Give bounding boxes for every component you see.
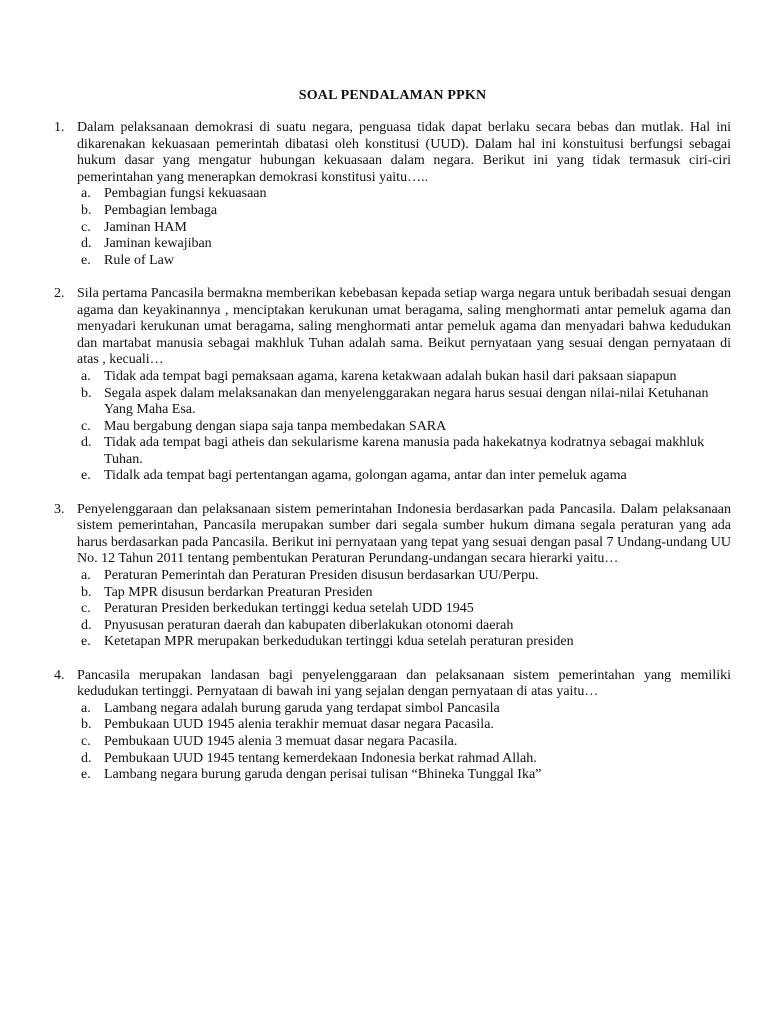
question-body <box>77 120 731 269</box>
answer-option-c <box>77 734 731 751</box>
option-letter: c. <box>81 733 91 749</box>
option-letter: b. <box>81 385 92 401</box>
option-letter: e. <box>81 252 91 268</box>
answer-option-a <box>77 568 731 585</box>
option-letter: d. <box>81 435 92 451</box>
answer-option-b <box>77 386 731 419</box>
option-letter: c. <box>81 601 91 617</box>
option-letter: b. <box>81 584 92 600</box>
option-letter: c. <box>81 219 91 235</box>
answer-options <box>77 568 731 651</box>
option-text: Tap MPR disusun berdarkan Preaturan Presiden <box>104 584 373 600</box>
option-letter: e. <box>81 634 91 650</box>
question-4 <box>54 668 731 784</box>
question-body <box>77 502 731 651</box>
option-text: Ketetapan MPR merupakan berkedudukan tertinggi kdua setelah peraturan presiden <box>104 634 574 650</box>
answer-option-e <box>77 767 731 784</box>
option-letter: c. <box>81 418 91 434</box>
question-1 <box>54 120 731 269</box>
option-letter: a. <box>81 568 91 584</box>
answer-option-b <box>77 717 731 734</box>
answer-option-a <box>77 186 731 203</box>
option-text: Pembukaan UUD 1945 alenia terakhir memuat dasar negara Pacasila. <box>104 717 494 733</box>
question-text: Pancasila merupakan landasan bagi penyelenggaraan dan pelaksanaan sistem pemerintahan yang memiliki kedudukan tertinggi. Pernyataan di bawah ini yang sejalan dengan pernyataan di atas yaitu… <box>77 667 731 700</box>
option-letter: b. <box>81 202 92 218</box>
answer-options <box>77 701 731 784</box>
answer-option-e <box>77 253 731 270</box>
option-letter: d. <box>81 617 92 633</box>
answer-option-c <box>77 601 731 618</box>
question-body <box>77 668 731 784</box>
option-letter: b. <box>81 717 92 733</box>
question-text: Penyelenggaraan dan pelaksanaan sistem pemerintahan Indonesia berdasarkan pada Pancasila. Dalam pelaksanaan sistem pemerintahan, Pancasila merupakan sumber dari segala sumber hukum dimana segala peraturan yang ada harus berdasarkan pada Pancasila. Berikut ini pernyataan yang tepat yang sesuai dengan pasal 7 Undang-undang UU No. 12 Tahun 2011 tentang pembentukan Peraturan Perundang-undangan secara hierarki yaitu… <box>77 501 731 567</box>
option-text: Mau bergabung dengan siapa saja tanpa membedakan SARA <box>104 418 447 434</box>
question-2 <box>54 286 731 485</box>
option-text: Lambang negara adalah burung garuda yang terdapat simbol Pancasila <box>104 700 500 716</box>
page-title: SOAL PENDALAMAN PPKN <box>298 88 487 103</box>
option-text: Peraturan Pemerintah dan Peraturan Presiden disusun berdasarkan UU/Perpu. <box>104 568 539 584</box>
question-3 <box>54 502 731 651</box>
answer-option-e <box>77 468 731 485</box>
option-text: Pembagian lembaga <box>104 202 218 218</box>
question-number: 3. <box>54 501 65 517</box>
option-text: Tidalk ada tempat bagi pertentangan agama, golongan agama, antar dan inter pemeluk agama <box>104 468 627 484</box>
answer-option-b <box>77 585 731 602</box>
option-text: Tidak ada tempat bagi pemaksaan agama, karena ketakwaan adalah bukan hasil dari paksaan siapapun <box>104 368 677 384</box>
answer-option-d <box>77 751 731 768</box>
question-text: Dalam pelaksanaan demokrasi di suatu negara, penguasa tidak dapat berlaku secara bebas dan mutlak. Hal ini dikarenakan kekuasaan pemerintah dibatasi oleh konstitusi (UUD). Dalam hal ini konstuitusi berfungsi sebagai hukum dasar yang mengatur hubungan kekuasaan dalam negara. Berikut ini yang tidak termasuk ciri-ciri pemerintahan yang menerapkan demokrasi konstitusi yaitu….. <box>77 120 731 185</box>
option-letter: d. <box>81 750 92 766</box>
question-body <box>77 286 731 485</box>
question-number: 1. <box>54 120 65 135</box>
option-text: Pembagian fungsi kekuasaan <box>104 186 267 202</box>
option-text: Segala aspek dalam melaksanakan dan menyelenggarakan negara harus sesuai dengan nilai-nilai Ketuhanan Yang Maha Esa. <box>104 385 709 418</box>
option-letter: e. <box>81 468 91 484</box>
answer-option-d <box>77 618 731 635</box>
option-letter: a. <box>81 700 91 716</box>
answer-option-d <box>77 435 731 468</box>
answer-options <box>77 186 731 269</box>
option-text: Tidak ada tempat bagi atheis dan sekularisme karena manusia pada hakekatnya kodratnya sebagai makhluk Tuhan. <box>104 435 705 467</box>
option-letter: e. <box>81 767 91 783</box>
option-letter: a. <box>81 368 91 384</box>
question-number: 2. <box>54 285 65 301</box>
question-number: 4. <box>54 667 65 683</box>
option-text: Pembukaan UUD 1945 tentang kemerdekaan Indonesia berkat rahmad Allah. <box>104 750 537 766</box>
answer-option-c <box>77 220 731 237</box>
answer-option-d <box>77 236 731 253</box>
option-text: Jaminan kewajiban <box>104 236 212 252</box>
answer-option-e <box>77 634 731 651</box>
answer-option-a <box>77 701 731 718</box>
option-text: Peraturan Presiden berkedukan tertinggi kedua setelah UDD 1945 <box>104 601 474 617</box>
answer-option-b <box>77 203 731 220</box>
option-letter: a. <box>81 186 91 202</box>
answer-option-a <box>77 369 731 386</box>
question-text: Sila pertama Pancasila bermakna memberikan kebebasan kepada setiap warga negara untuk beribadah sesuai dengan agama dan keyakinannya , menciptakan kerukunan umat beragama, saling menghormati antar pemeluk agama dan menyadari kerukunan umat beragama, saling menghormati antar pemeluk agama dan menyadari bahwa kedudukan dan martabat manusia sebagai makhluk Tuhan adalah sama. Beikut pernyataan yang sesuai dengan pernyataan di atas , kecuali… <box>77 285 731 368</box>
answer-options <box>77 369 731 485</box>
option-text: Jaminan HAM <box>104 219 187 235</box>
option-text: Lambang negara burung garuda dengan perisai tulisan “Bhineka Tunggal Ika” <box>104 767 542 783</box>
option-letter: d. <box>81 236 92 252</box>
option-text: Pembukaan UUD 1945 alenia 3 memuat dasar negara Pacasila. <box>104 733 458 749</box>
answer-option-c <box>77 419 731 436</box>
option-text: Rule of Law <box>104 252 174 268</box>
option-text: Pnyususan peraturan daerah dan kabupaten diberlakukan otonomi daerah <box>104 617 514 633</box>
